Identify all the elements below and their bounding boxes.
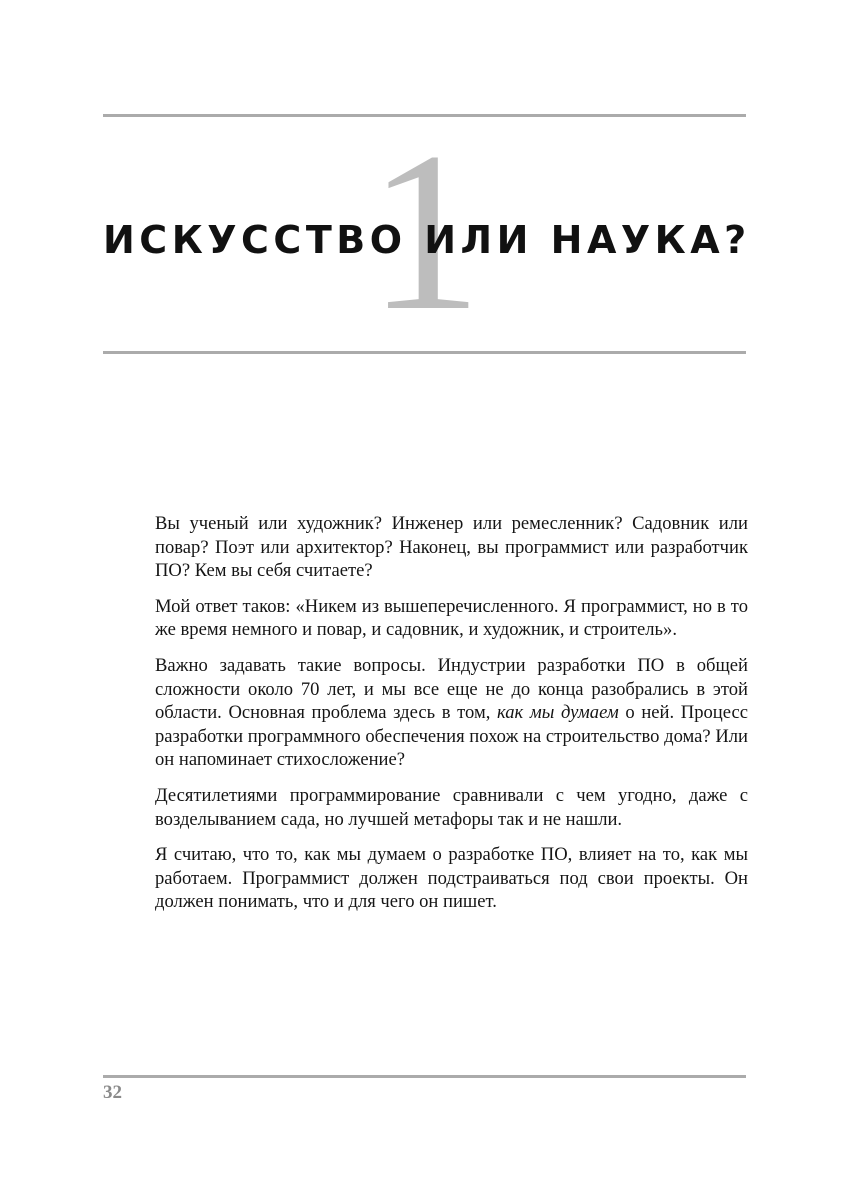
footer-rule	[103, 1075, 746, 1078]
header-bottom-rule	[103, 351, 746, 354]
paragraph-5: Я считаю, что то, как мы думаем о разработке ПО, влияет на то, как мы работаем. Программист должен подстраиваться под свои проекты. Он должен понимать, что и для чего он пишет.	[155, 844, 748, 913]
paragraph-4: Десятилетиями программирование сравнивали с чем угодно, даже с возделыванием сада, но лучшей метафоры так и не нашли.	[155, 784, 748, 830]
paragraph-3	[155, 654, 748, 772]
paragraph-3-text-end: о ней. Процесс разработки программного обеспечения похож на строительство дома? Или он напоминает стихосложение?	[155, 702, 748, 771]
chapter-number: 1	[368, 106, 482, 358]
paragraph-3-emphasis: как мы думаем	[497, 702, 619, 724]
paragraph-3-text-start: Важно задавать такие вопросы. Индустрии разработки ПО в общей сложности около 70 лет, и мы все еще не до конца разобрались в этой области. Основная проблема здесь в том,	[155, 654, 748, 724]
paragraph-2: Мой ответ таков: «Никем из вышеперечисленного. Я программист, но в то же время немного и повар, и садовник, и художник, и строитель».	[155, 595, 748, 641]
paragraph-1: Вы ученый или художник? Инженер или ремесленник? Садовник или повар? Поэт или архитектор? Наконец, вы программист или разработчик ПО? Кем вы себя считаете?	[155, 513, 748, 582]
chapter-body	[155, 512, 748, 926]
page-number: 32	[103, 1082, 122, 1103]
chapter-title: ИСКУССТВО ИЛИ НАУКА?	[103, 218, 751, 262]
